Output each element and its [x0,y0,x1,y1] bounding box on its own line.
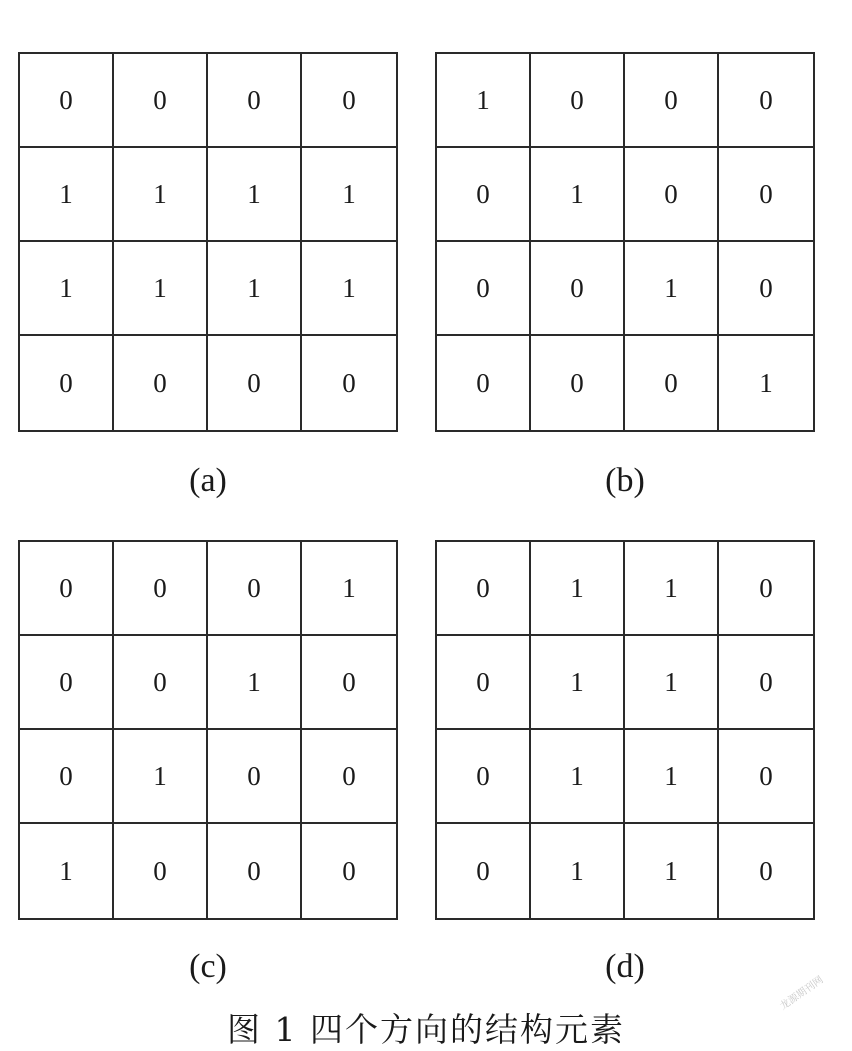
matrix-cell: 0 [208,730,302,824]
matrix-grid [435,52,815,432]
matrix-cell: 0 [437,336,531,430]
matrix-cell: 1 [625,730,719,824]
matrix-cell: 1 [114,242,208,336]
matrix-cell: 1 [759,367,773,398]
panel-label-b: (b) [605,462,645,499]
matrix-cell: 1 [531,148,625,242]
matrix-cell: 0 [531,336,625,430]
figure-title: 图 1 四个方向的结构元素 [227,1010,625,1049]
matrix-cell: 0 [20,54,114,148]
matrix-cell: 0 [114,54,208,148]
matrix-cell: 1 [208,242,302,336]
matrix-cell: 0 [437,542,531,636]
matrix-cell: 1 [208,636,302,730]
structuring-element-b [435,52,815,432]
matrix-cell: 1 [625,242,719,336]
matrix-cell: 0 [719,242,813,336]
matrix-cell: 1 [531,542,625,636]
matrix-cell: 0 [437,636,531,730]
matrix-cell: 0 [20,336,114,430]
matrix-cell: 0 [208,542,302,636]
matrix-cell: 0 [208,54,302,148]
matrix-grid [435,540,815,920]
matrix-cell: 0 [302,54,396,148]
matrix-cell: 1 [437,54,531,148]
matrix-cell: 0 [625,54,719,148]
panel-label-d: (d) [605,948,645,985]
matrix-cell: 0 [625,148,719,242]
matrix-cell: 0 [20,730,114,824]
matrix-cell: 0 [342,367,356,398]
matrix-cell: 0 [759,855,773,886]
matrix-cell: 0 [114,636,208,730]
panel-label-c: (c) [189,948,227,985]
matrix-cell: 0 [437,148,531,242]
matrix-cell: 0 [719,542,813,636]
matrix-cell: 0 [114,824,208,918]
matrix-cell: 0 [437,730,531,824]
matrix-cell: 0 [719,636,813,730]
matrix-cell: 0 [437,242,531,336]
matrix-cell: 0 [208,336,302,430]
matrix-cell: 1 [625,636,719,730]
structuring-element-d [435,540,815,920]
matrix-cell: 1 [302,242,396,336]
matrix-cell: 1 [20,242,114,336]
structuring-element-a [18,52,398,432]
matrix-cell: 1 [302,542,396,636]
matrix-grid [18,52,398,432]
matrix-cell: 1 [625,824,719,918]
matrix-cell: 1 [625,542,719,636]
matrix-cell: 0 [20,542,114,636]
matrix-cell: 1 [208,148,302,242]
matrix-cell: 0 [531,242,625,336]
matrix-cell: 0 [437,824,531,918]
matrix-cell: 1 [114,148,208,242]
matrix-cell: 0 [302,730,396,824]
watermark: 龙源期刊网 [778,974,826,1013]
matrix-cell: 0 [719,730,813,824]
matrix-cell: 1 [531,824,625,918]
matrix-cell: 0 [719,54,813,148]
matrix-cell: 1 [302,148,396,242]
matrix-cell: 0 [719,148,813,242]
matrix-cell: 0 [114,336,208,430]
matrix-cell: 0 [208,824,302,918]
matrix-cell: 0 [302,636,396,730]
matrix-cell: 1 [20,148,114,242]
matrix-cell: 0 [114,542,208,636]
matrix-cell: 0 [625,336,719,430]
matrix-cell: 1 [20,824,114,918]
structuring-element-c [18,540,398,920]
matrix-cell: 0 [531,54,625,148]
matrix-cell: 1 [114,730,208,824]
matrix-cell: 0 [342,855,356,886]
matrix-grid [18,540,398,920]
matrix-cell: 0 [20,636,114,730]
panel-label-a: (a) [189,462,227,499]
matrix-cell: 1 [531,730,625,824]
matrix-cell: 1 [531,636,625,730]
